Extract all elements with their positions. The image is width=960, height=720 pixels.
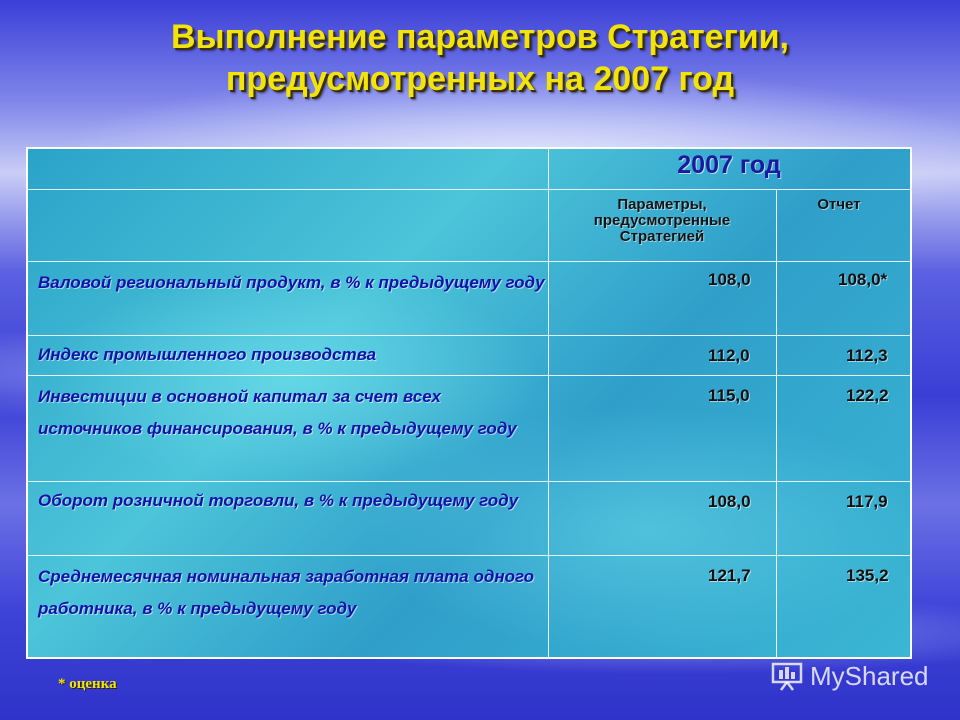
row-report-value: 135,2: [846, 566, 889, 585]
page-title: [0, 16, 960, 100]
presentation-icon: [770, 661, 804, 691]
row-report-value: 112,3: [846, 346, 888, 365]
row-plan-value: 115,0: [708, 386, 750, 405]
strategy-table: [26, 147, 912, 659]
column-header-params: Параметры, предусмотренные Стратегией: [593, 196, 731, 245]
table-header-row-year: [28, 149, 910, 190]
watermark: [770, 658, 929, 694]
row-label: Индекс промышленного производства: [38, 345, 377, 364]
year-header: 2007 год: [677, 151, 781, 179]
row-plan-value: 112,0: [708, 346, 750, 365]
table-row: [28, 261, 910, 336]
table-row: [28, 335, 910, 376]
table-header-row-columns: [28, 189, 910, 262]
row-report-value: 117,9: [846, 492, 888, 511]
row-label: Инвестиции в основной капитал за счет всех источников финансирования, в % к предыдущему году: [38, 387, 517, 438]
row-report-value: 122,2: [846, 386, 889, 405]
row-report-value: 108,0*: [838, 270, 888, 289]
footnote: * оценка: [58, 676, 117, 692]
table-row: [28, 555, 910, 659]
row-plan-value: 121,7: [708, 566, 751, 585]
title-line-1: Выполнение параметров Стратегии,: [170, 18, 789, 56]
row-label: Валовой региональный продукт, в % к предыдущему году: [38, 273, 545, 292]
watermark-text: MyShared: [810, 660, 929, 691]
table-row: [28, 375, 910, 482]
row-plan-value: 108,0: [708, 270, 751, 289]
table-row: [28, 481, 910, 556]
row-label: Оборот розничной торговли, в % к предыдущему году: [38, 491, 519, 510]
row-plan-value: 108,0: [708, 492, 751, 511]
title-line-2: предусмотренных на 2007 год: [225, 60, 735, 98]
row-label: Среднемесячная номинальная заработная плата одного работника, в % к предыдущему году: [38, 567, 535, 618]
column-header-report: Отчет: [817, 196, 861, 213]
